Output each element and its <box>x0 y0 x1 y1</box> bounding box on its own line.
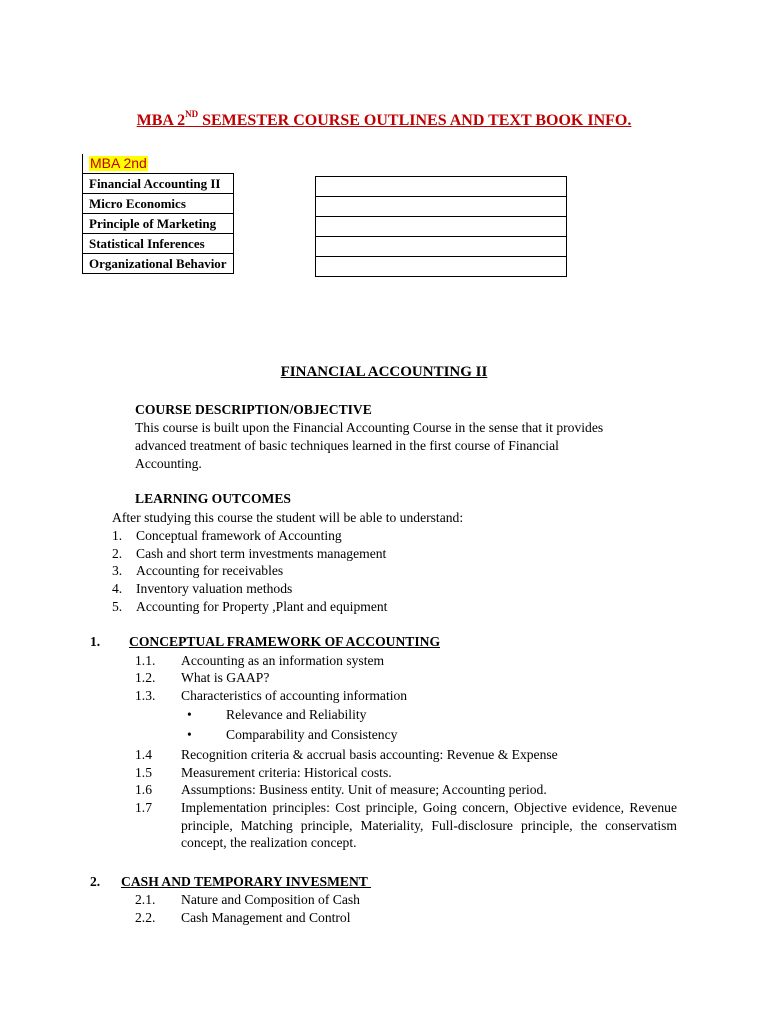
list-item <box>112 580 292 598</box>
list-text: Accounting for receivables <box>136 563 284 578</box>
course-description-heading: COURSE DESCRIPTION/OBJECTIVE <box>135 402 372 417</box>
page-title <box>0 108 768 130</box>
table-row <box>83 194 234 214</box>
subitem-number: 1.7 <box>135 800 152 815</box>
table-row <box>316 257 567 277</box>
subitem-text: Assumptions: Business entity. Unit of measure; Accounting period. <box>181 782 547 797</box>
subitem-text: Measurement criteria: Historical costs. <box>181 765 392 780</box>
subitem-number: 2.1. <box>135 892 156 907</box>
subitem-number: 2.2. <box>135 910 156 925</box>
list-item <box>112 598 387 616</box>
subitem-text: Characteristics of accounting information <box>181 688 408 703</box>
description-line: advanced treatment of basic techniques learned in the first course of Financial <box>135 438 559 453</box>
bullet-text: Comparability and Consistency <box>226 727 398 742</box>
table-row <box>83 234 234 254</box>
subitem-text: Accounting as an information system <box>181 653 385 668</box>
title-suffix: SEMESTER COURSE OUTLINES AND TEXT BOOK INFO. <box>198 112 632 129</box>
list-item <box>112 527 342 545</box>
table-row <box>83 254 234 274</box>
course-name: Financial Accounting II <box>83 174 234 194</box>
list-item <box>112 562 283 580</box>
empty-cell <box>316 257 567 277</box>
subitem-text: What is GAAP? <box>181 670 270 685</box>
outcomes-intro: After studying this course the student will be able to understand: <box>112 510 464 525</box>
topic-number: 2. <box>90 874 101 889</box>
subitem-text: Implementation principles: Cost principle, Going concern, Objective evidence, Revenue principle, Matching principle, Materiality, Full-disclosure principle, the conservatism concept, the realization concept. <box>181 800 677 850</box>
textbook-info-table <box>315 176 567 277</box>
bullet-icon: • <box>187 727 192 742</box>
subitem-number: 1.3. <box>135 688 156 703</box>
table-row <box>316 177 567 197</box>
list-number: 2. <box>112 546 123 561</box>
mba-2nd-label: MBA 2nd <box>90 155 147 171</box>
section-title: FINANCIAL ACCOUNTING II <box>280 364 488 380</box>
description-line: This course is built upon the Financial Accounting Course in the sense that it provides <box>135 420 604 435</box>
table-row <box>83 174 234 194</box>
table-row <box>316 217 567 237</box>
course-table-header <box>83 154 234 174</box>
list-text: Conceptual framework of Accounting <box>136 528 342 543</box>
bullet-icon: • <box>187 707 192 722</box>
subitem-number: 1.4 <box>135 747 152 762</box>
list-number: 5. <box>112 599 123 614</box>
list-number: 3. <box>112 563 123 578</box>
empty-cell <box>316 177 567 197</box>
course-name: Statistical Inferences <box>83 234 234 254</box>
list-number: 1. <box>112 528 123 543</box>
list-text: Accounting for Property ,Plant and equipment <box>136 599 388 614</box>
course-name: Micro Economics <box>83 194 234 214</box>
table-row <box>83 214 234 234</box>
table-row <box>316 237 567 257</box>
table-row <box>316 197 567 217</box>
list-text: Inventory valuation methods <box>136 581 293 596</box>
subitem-number: 1.2. <box>135 670 156 685</box>
subitem-number: 1.5 <box>135 765 152 780</box>
topic-heading: CASH AND TEMPORARY INVESMENT <box>121 874 372 889</box>
list-item <box>112 545 386 563</box>
empty-cell <box>316 197 567 217</box>
learning-outcomes-heading: LEARNING OUTCOMES <box>135 491 291 506</box>
bullet-text: Relevance and Reliability <box>226 707 367 722</box>
list-number: 4. <box>112 581 123 596</box>
description-line: Accounting. <box>135 456 202 471</box>
title-superscript: ND <box>185 108 199 119</box>
title-prefix: MBA 2 <box>136 112 186 129</box>
topic-number: 1. <box>90 634 101 649</box>
course-table-header-row <box>83 154 234 174</box>
subitem-text: Recognition criteria & accrual basis accounting: Revenue & Expense <box>181 747 558 762</box>
subitem-number: 1.1. <box>135 653 156 668</box>
empty-cell <box>316 237 567 257</box>
empty-cell <box>316 217 567 237</box>
subitem-text: Cash Management and Control <box>181 910 351 925</box>
course-name: Organizational Behavior <box>83 254 234 274</box>
course-name: Principle of Marketing <box>83 214 234 234</box>
list-text: Cash and short term investments management <box>136 546 387 561</box>
subitem-text: Nature and Composition of Cash <box>181 892 360 907</box>
topic-heading: CONCEPTUAL FRAMEWORK OF ACCOUNTING <box>129 634 441 649</box>
subitem-number: 1.6 <box>135 782 152 797</box>
course-list-table <box>82 154 234 274</box>
